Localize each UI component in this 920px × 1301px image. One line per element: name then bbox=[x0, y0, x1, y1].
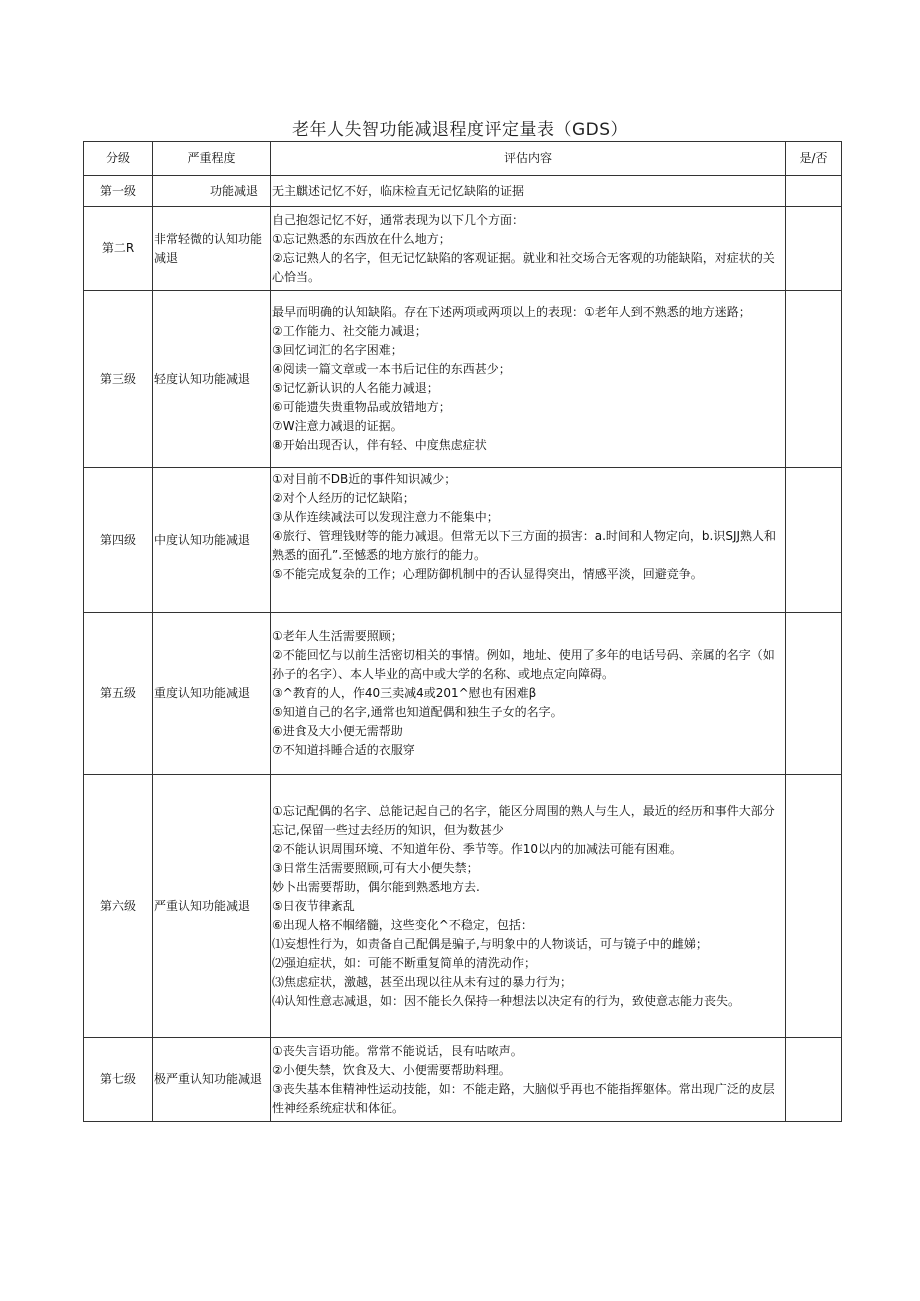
content-line: ②忘记熟人的名字，但无记忆缺陷的客观证据。就业和社交场合无客观的功能缺陷，对症状的关心恰当。 bbox=[272, 250, 775, 284]
content-line: ②不能回忆与以前生活密切相关的事情。例如，地址、使用了多年的电话号码、亲属的名字（如孙子的名字）、本人毕业的高中或大学的名称、或地点定向障碍。 bbox=[272, 648, 775, 681]
content-cell bbox=[271, 468, 786, 613]
severity-cell: 极严重认知功能减退 bbox=[153, 1038, 271, 1122]
content-line: ⑵强迫症状，如：可能不断重复简单的清洗动作； bbox=[272, 955, 537, 970]
content-line: 自己抱怨记忆不好，通常表现为以下几个方面： bbox=[272, 212, 525, 227]
level-cell: 第二R bbox=[84, 207, 153, 291]
header-severity: 严重程度 bbox=[153, 142, 271, 176]
content-line: ①丧失言语功能。常常不能说话，艮有咕哝声。 bbox=[272, 1043, 523, 1058]
content-line: 无主麒述记忆不好，临床检直无记忆缺陷的证据 bbox=[272, 183, 525, 198]
severity-cell: 非常轻微的认知功能减退 bbox=[153, 207, 271, 291]
content-line: ③^教育的人，作40三卖减4或201^慰也有困难β bbox=[272, 686, 537, 700]
severity-cell: 功能减退 bbox=[153, 176, 271, 207]
level-cell: 第七级 bbox=[84, 1038, 153, 1122]
header-level: 分级 bbox=[84, 142, 153, 176]
content-line: ⑶焦虑症状，激越，甚至出现以往从未有过的暴力行为； bbox=[272, 974, 573, 989]
content-line: 妙卜出需要帮助，偶尔能到熟悉地方去. bbox=[272, 879, 480, 894]
content-line: ①忘记配偶的名字、总能记起自己的名字，能区分周围的熟人与生人，最近的经历和事件大部分忘记,保留一些过去经历的知识，但为数甚少 bbox=[272, 803, 775, 837]
content-line: ①忘记熟悉的东西放在什么地方； bbox=[272, 231, 451, 246]
content-line: ③从作连续减法可以发现注意力不能集中； bbox=[272, 510, 499, 524]
severity-cell: 轻度认知功能减退 bbox=[153, 291, 271, 468]
content-line: ⑦W注意力减退的证据。 bbox=[272, 419, 403, 433]
answer-cell[interactable] bbox=[786, 775, 842, 1038]
severity-cell: 严重认知功能减退 bbox=[153, 775, 271, 1038]
content-line: ⑷认知性意志减退，如：因不能长久保持一种想法以决定有的行为，致使意志能力丧失。 bbox=[272, 993, 741, 1008]
content-line: ⑥出现人格不帼绪髓，这些变化^不稳定，包括： bbox=[272, 917, 533, 932]
answer-cell[interactable] bbox=[786, 468, 842, 613]
content-line: ①老年人生活需要照顾； bbox=[272, 629, 403, 643]
gds-table bbox=[83, 141, 842, 1122]
content-cell bbox=[271, 207, 786, 291]
answer-cell[interactable] bbox=[786, 1038, 842, 1122]
table-row bbox=[84, 775, 842, 1038]
table-row bbox=[84, 1038, 842, 1122]
content-line: ③丧失基本隹精神性运动技能，如：不能走路，大脑似乎再也不能指挥躯体。常出现广泛的皮层性神经系统症状和体征。 bbox=[272, 1081, 775, 1115]
content-line: ②小便失禁，饮食及大、小便需要帮助料理。 bbox=[272, 1062, 511, 1077]
content-line: ②不能认识周围环境、不知道年份、季节等。作10以内的加减法可能有困难。 bbox=[272, 841, 683, 856]
content-line: ②对个人经历的记忆缺陷； bbox=[272, 491, 415, 505]
answer-cell[interactable] bbox=[786, 613, 842, 775]
content-cell bbox=[271, 291, 786, 468]
level-cell: 第五级 bbox=[84, 613, 153, 775]
content-cell bbox=[271, 775, 786, 1038]
content-line: ③回忆词汇的名字困难； bbox=[272, 343, 403, 357]
content-cell bbox=[271, 613, 786, 775]
table-row bbox=[84, 207, 842, 291]
content-line: ⑤记忆新认识的人名能力减退； bbox=[272, 381, 439, 395]
content-line: ⑥进食及大小便无需帮助 bbox=[272, 724, 403, 738]
content-line: ⑤不能完成复杂的工作；心理防御机制中的否认显得突出，情感平淡，回避竞争。 bbox=[272, 567, 703, 581]
severity-cell: 中度认知功能减退 bbox=[153, 468, 271, 613]
content-line: ③日常生活需要照顾,可有大小便失禁； bbox=[272, 860, 479, 875]
content-line: ⑤日夜节律紊乱 bbox=[272, 898, 355, 913]
table-row bbox=[84, 291, 842, 468]
content-cell bbox=[271, 1038, 786, 1122]
page-title: 老年人失智功能减退程度评定量表（GDS） bbox=[291, 120, 629, 140]
content-line: ④旅行、管理钱财等的能力减退。但常无以下三方面的损害：a.时间和人物定向，b.识SJJ熟人和熟悉的面孔”.至憾悉的地方旅行的能力。 bbox=[272, 529, 777, 562]
content-line: ④阅读一篇文章或一本书后记住的东西甚少； bbox=[272, 362, 511, 376]
content-line: ⑤知道自己的名字,通常也知道配偶和独生子女的名字。 bbox=[272, 705, 563, 719]
content-line: ②工作能力、社交能力减退； bbox=[272, 324, 427, 338]
answer-cell[interactable] bbox=[786, 207, 842, 291]
table-row bbox=[84, 468, 842, 613]
level-cell: 第六级 bbox=[84, 775, 153, 1038]
level-cell: 第一级 bbox=[84, 176, 153, 207]
table-row bbox=[84, 613, 842, 775]
content-line: ⑦不知道抖睡合适的衣服穿 bbox=[272, 743, 415, 757]
level-cell: 第四级 bbox=[84, 468, 153, 613]
content-line: ⑥可能遗失贵重物品或放错地方； bbox=[272, 400, 451, 414]
header-answer: 是/否 bbox=[786, 142, 842, 176]
content-line: 最早而明确的认知缺陷。存在下述两项或两项以上的表现：①老年人到不熟悉的地方迷路； bbox=[272, 305, 751, 319]
content-line: ①对目前不DB近的事件知识减少； bbox=[272, 472, 457, 486]
table-header-row bbox=[84, 142, 842, 176]
severity-cell: 重度认知功能减退 bbox=[153, 613, 271, 775]
content-line: ⑧开始出现否认，伴有轻、中度焦虑症状 bbox=[272, 438, 487, 452]
level-cell: 第三级 bbox=[84, 291, 153, 468]
content-cell bbox=[271, 176, 786, 207]
content-line: ⑴妄想性行为，如责备自己配偶是骗子,与明象中的人物谈话，可与镜子中的雌娣； bbox=[272, 936, 708, 951]
header-content: 评估内容 bbox=[271, 142, 786, 176]
answer-cell[interactable] bbox=[786, 291, 842, 468]
answer-cell[interactable] bbox=[786, 176, 842, 207]
table-row bbox=[84, 176, 842, 207]
